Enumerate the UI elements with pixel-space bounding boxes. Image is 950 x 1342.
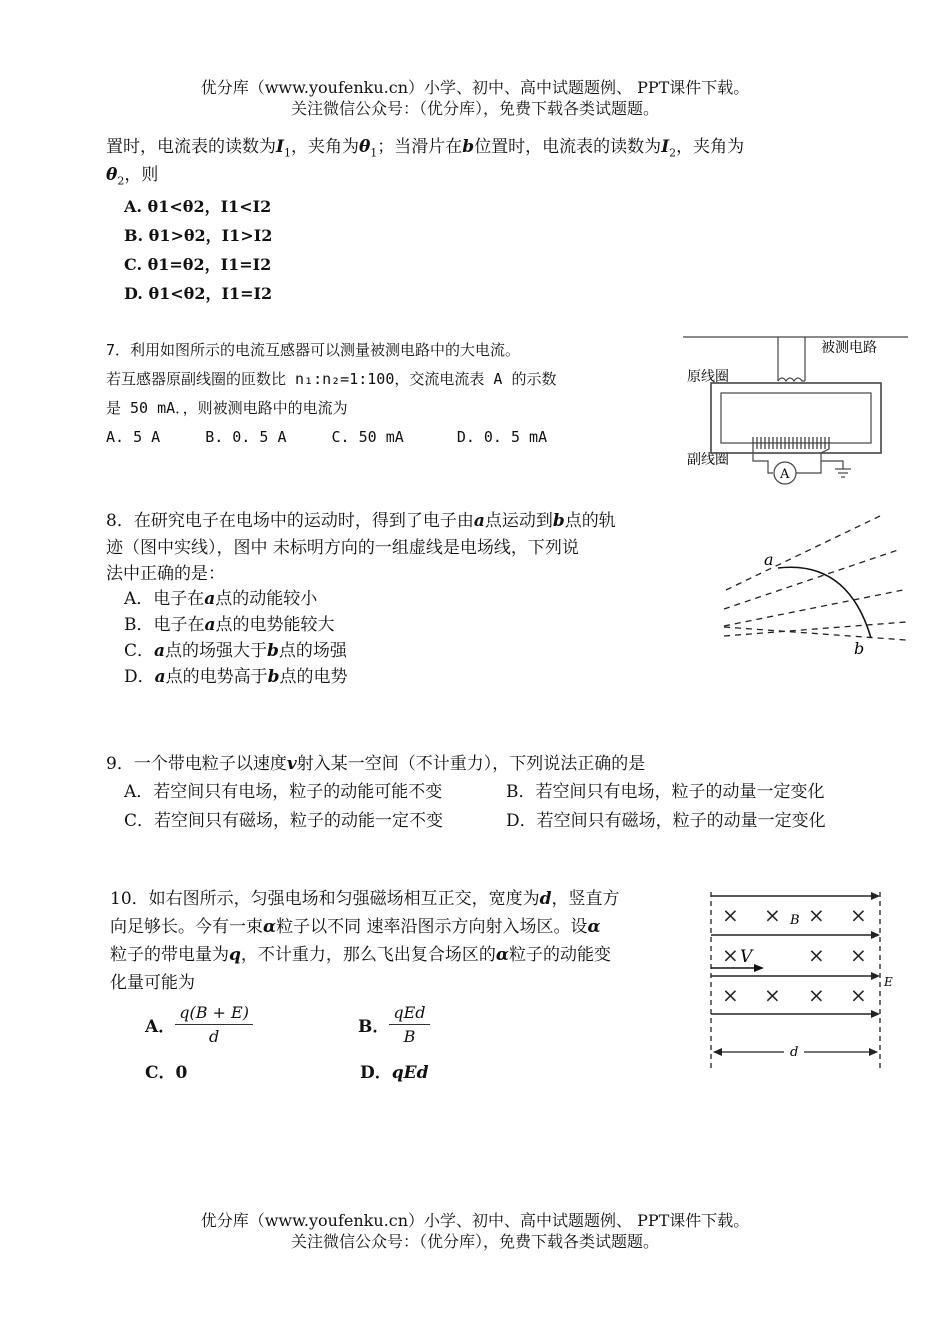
q6-options bbox=[124, 192, 272, 308]
q8-option-d: D．a点的电势高于b点的电势 bbox=[124, 667, 348, 687]
q7-line1: 7．利用如图所示的电流互感器可以测量被测电路中的大电流。 bbox=[106, 341, 521, 359]
q7-option-c: C. 50 mA bbox=[331, 428, 404, 446]
q8-options bbox=[124, 586, 348, 690]
q6-option-b: B. θ1>θ2，I1>I2 bbox=[124, 226, 273, 245]
q6-theta1: $\theta_1$ bbox=[358, 137, 378, 160]
q8-a: a bbox=[473, 511, 485, 531]
q6-option-c: C. θ1=θ2，I1=I2 bbox=[124, 255, 272, 274]
cross-mark: × bbox=[722, 903, 739, 927]
q6-text-4: 位置时，电流表的读数为 bbox=[474, 137, 662, 157]
q6-I1: $I_1$ bbox=[276, 137, 291, 160]
electric-field-figure bbox=[718, 512, 918, 662]
header-line-1: 优分库（www.youfenku.cn）小学、初中、高中试题题例、 PPT课件下载。 bbox=[200, 78, 750, 97]
q8-line1 bbox=[106, 508, 616, 534]
q7-options bbox=[106, 423, 556, 452]
q7-option-a: A. 5 A bbox=[106, 428, 161, 446]
fig-ammeter-label: A bbox=[780, 467, 790, 482]
cross-mark: × bbox=[722, 943, 739, 967]
q7-line2: 若互感器原副线圈的匝数比 n₁:n₂=1:100，交流电流表 A 的示数 bbox=[106, 370, 557, 388]
q8-text-2: 点运动到 bbox=[484, 511, 553, 531]
q8-line2: 迹（图中实线），图中 未标明方向的一组虚线是电场线，下列说 bbox=[106, 538, 579, 558]
q10-alpha-1: α bbox=[263, 917, 277, 937]
q9-option-d: D．若空间只有磁场，粒子的动量一定变化 bbox=[506, 811, 826, 831]
q8-option-b: B．电子在a点的电势能较大 bbox=[124, 615, 335, 635]
fig-measured-label: 被测电路 bbox=[821, 340, 877, 356]
q10-q: q bbox=[229, 945, 241, 965]
fig-point-a: a bbox=[764, 550, 774, 569]
q7-block bbox=[106, 336, 556, 452]
q9-text-2: 射入某一空间（不计重力），下列说法正确的是 bbox=[296, 754, 646, 774]
q6-text-5: ，夹角为 bbox=[676, 137, 745, 157]
q8-option-a: A．电子在a点的动能较小 bbox=[124, 589, 318, 609]
q10-text-1: 10．如右图所示，匀强电场和匀强磁场相互正交，宽度为 bbox=[110, 889, 540, 909]
q10-line1 bbox=[110, 886, 620, 912]
q8-line3: 法中正确的是： bbox=[106, 564, 225, 584]
q10-text-3: 向足够长。今有一束 bbox=[110, 917, 263, 937]
q10-text-5: 粒子的带电量为 bbox=[110, 945, 229, 965]
q6-stem-line2 bbox=[106, 162, 158, 194]
cross-mark: × bbox=[808, 943, 825, 967]
q9-option-b: B．若空间只有电场，粒子的动量一定变化 bbox=[506, 782, 825, 802]
q6-text-6: ，则 bbox=[124, 165, 159, 185]
cross-mark: × bbox=[808, 983, 825, 1007]
q7-option-b: B. 0. 5 A bbox=[205, 428, 287, 446]
q10-text-6: ，不计重力，那么飞出复合场区的 bbox=[240, 945, 496, 965]
cross-mark: × bbox=[850, 943, 867, 967]
q10-line3 bbox=[110, 942, 611, 968]
q10-text-2: ，竖直方 bbox=[551, 889, 620, 909]
fig-d-label: d bbox=[790, 1045, 799, 1060]
q6-text-3: ；当滑片在 bbox=[377, 137, 463, 157]
q6-I2: $I_2$ bbox=[661, 137, 677, 160]
q6-b: b bbox=[462, 137, 475, 157]
q6-theta2: $\theta_2$ bbox=[106, 165, 125, 188]
q10-option-b: B． $\frac{\text{qEd}}{B}$ bbox=[358, 1003, 430, 1046]
cross-mark: × bbox=[850, 983, 867, 1007]
footer-line-2: 关注微信公众号：（优分库），免费下载各类试题题。 bbox=[290, 1232, 659, 1251]
q9-option-a: A．若空间只有电场，粒子的动能可能不变 bbox=[124, 782, 443, 802]
cross-mark: × bbox=[764, 903, 781, 927]
q6-stem-line1 bbox=[106, 134, 744, 166]
fig-primary-label: 原线圈 bbox=[687, 369, 729, 385]
q8-text-3: 点的轨 bbox=[564, 511, 616, 531]
q7-line3: 是 50 mA．，则被测电路中的电流为 bbox=[106, 399, 348, 417]
q10-alpha-2: α bbox=[587, 917, 601, 937]
q8-option-c: C．a点的场强大于b点的场强 bbox=[124, 641, 347, 661]
q9-stem bbox=[106, 751, 645, 777]
q9-option-c: C．若空间只有磁场，粒子的动能一定不变 bbox=[124, 811, 444, 831]
q7-option-d: D. 0. 5 mA bbox=[456, 428, 548, 446]
q6-text-2: ，夹角为 bbox=[290, 137, 359, 157]
q10-line4: 化量可能为 bbox=[110, 973, 195, 993]
current-transformer-figure bbox=[683, 333, 908, 489]
q6-option-d: D. θ1<θ2，I1=I2 bbox=[124, 284, 273, 303]
header-line-2: 关注微信公众号：（优分库），免费下载各类试题题。 bbox=[290, 99, 659, 118]
cross-mark: × bbox=[808, 903, 825, 927]
q10-text-4: 粒子以不同 速率沿图示方向射入场区。设 bbox=[276, 917, 588, 937]
page-header bbox=[0, 77, 950, 119]
q9-v: v bbox=[286, 754, 297, 774]
fig-E-label: E bbox=[884, 975, 893, 989]
cross-mark: × bbox=[764, 983, 781, 1007]
q8-b: b bbox=[552, 511, 565, 531]
fig-v-label: V bbox=[740, 947, 753, 967]
footer-line-1: 优分库（www.youfenku.cn）小学、初中、高中试题题例、 PPT课件下载。 bbox=[200, 1211, 750, 1230]
fig-B-label: B bbox=[790, 913, 800, 928]
page-footer bbox=[0, 1210, 950, 1252]
cross-mark: × bbox=[722, 983, 739, 1007]
q10-option-a: A． $\frac{q(B + E)}{d}$ bbox=[145, 1003, 253, 1046]
q10-option-d: D．qEd bbox=[360, 1063, 429, 1083]
q10-option-c: C．0 bbox=[145, 1063, 188, 1083]
q10-d: d bbox=[539, 889, 552, 909]
crossed-fields-figure bbox=[700, 888, 900, 1073]
q9-text-1: 9．一个带电粒子以速度 bbox=[106, 754, 287, 774]
electron-trajectory bbox=[778, 567, 871, 638]
cross-mark: × bbox=[850, 903, 867, 927]
q10-text-7: 粒子的动能变 bbox=[508, 945, 611, 965]
fig-secondary-label: 副线圈 bbox=[687, 452, 729, 468]
q6-option-a: A. θ1<θ2，I1<I2 bbox=[124, 197, 272, 216]
q6-text-1: 置时，电流表的读数为 bbox=[106, 137, 276, 157]
q10-line2 bbox=[110, 914, 601, 940]
fig-point-b: b bbox=[854, 639, 865, 658]
q8-text-1: 8．在研究电子在电场中的运动时，得到了电子由 bbox=[106, 511, 474, 531]
q10-alpha-3: α bbox=[495, 945, 509, 965]
